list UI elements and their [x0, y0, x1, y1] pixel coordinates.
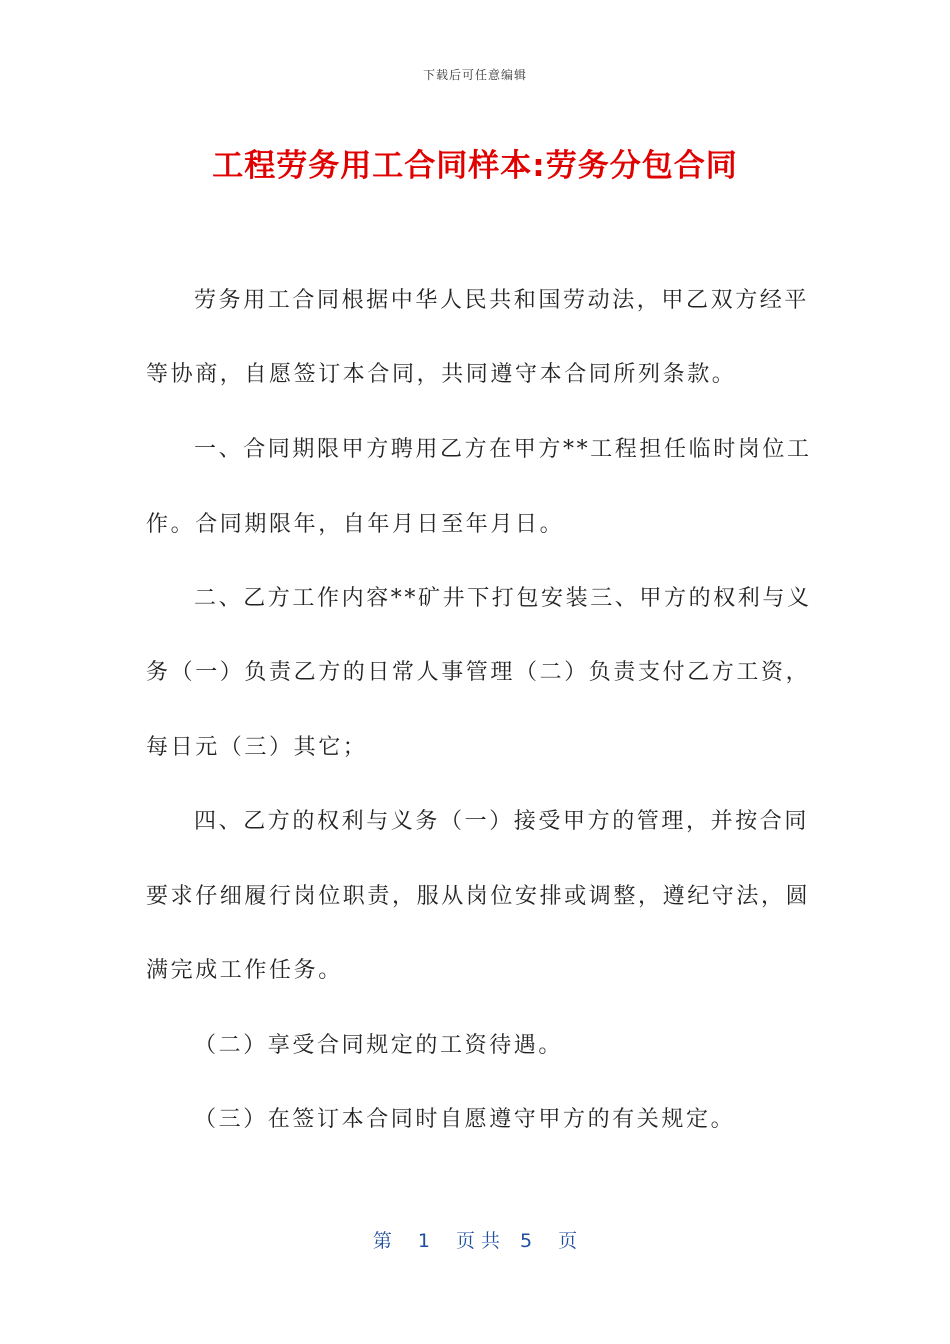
paragraph-line: 等协商，自愿签订本合同，共同遵守本合同所列条款。 — [146, 362, 737, 387]
document-title: 工程劳务用工合同样本:劳务分包合同 — [212, 148, 738, 184]
page-prefix: 第 — [372, 1230, 392, 1252]
paragraph-line: 作。合同期限年，自年月日至年月日。 — [146, 512, 565, 537]
paragraph-line: （二）享受合同规定的工资待遇。 — [194, 1033, 564, 1058]
current-page-number: 1 — [417, 1230, 430, 1252]
paragraph-line: （三）在签订本合同时自愿遵守甲方的有关规定。 — [194, 1107, 736, 1132]
paragraph-line: 劳务用工合同根据中华人民共和国劳动法，甲乙双方经平 — [194, 288, 810, 313]
page-footer — [0, 1226, 950, 1253]
download-note: 下载后可任意编辑 — [422, 68, 527, 82]
paragraph-line: 四、乙方的权利与义务（一）接受甲方的管理，并按合同 — [194, 809, 810, 834]
page-mid: 页共 — [455, 1230, 506, 1252]
paragraph-line: 一、合同期限甲方聘用乙方在甲方**工程担任临时岗位工 — [194, 437, 812, 462]
paragraph-line: 务（一）负责乙方的日常人事管理（二）负责支付乙方工资， — [146, 660, 811, 685]
total-pages-number: 5 — [520, 1230, 533, 1252]
page-suffix: 页 — [558, 1230, 578, 1252]
paragraph-line: 满完成工作任务。 — [146, 958, 343, 983]
paragraph-line: 二、乙方工作内容**矿井下打包安装三、甲方的权利与义 — [194, 586, 812, 611]
paragraph-line: 每日元（三）其它； — [146, 735, 368, 760]
paragraph-line: 要求仔细履行岗位职责，服从岗位安排或调整，遵纪守法，圆 — [146, 884, 811, 909]
